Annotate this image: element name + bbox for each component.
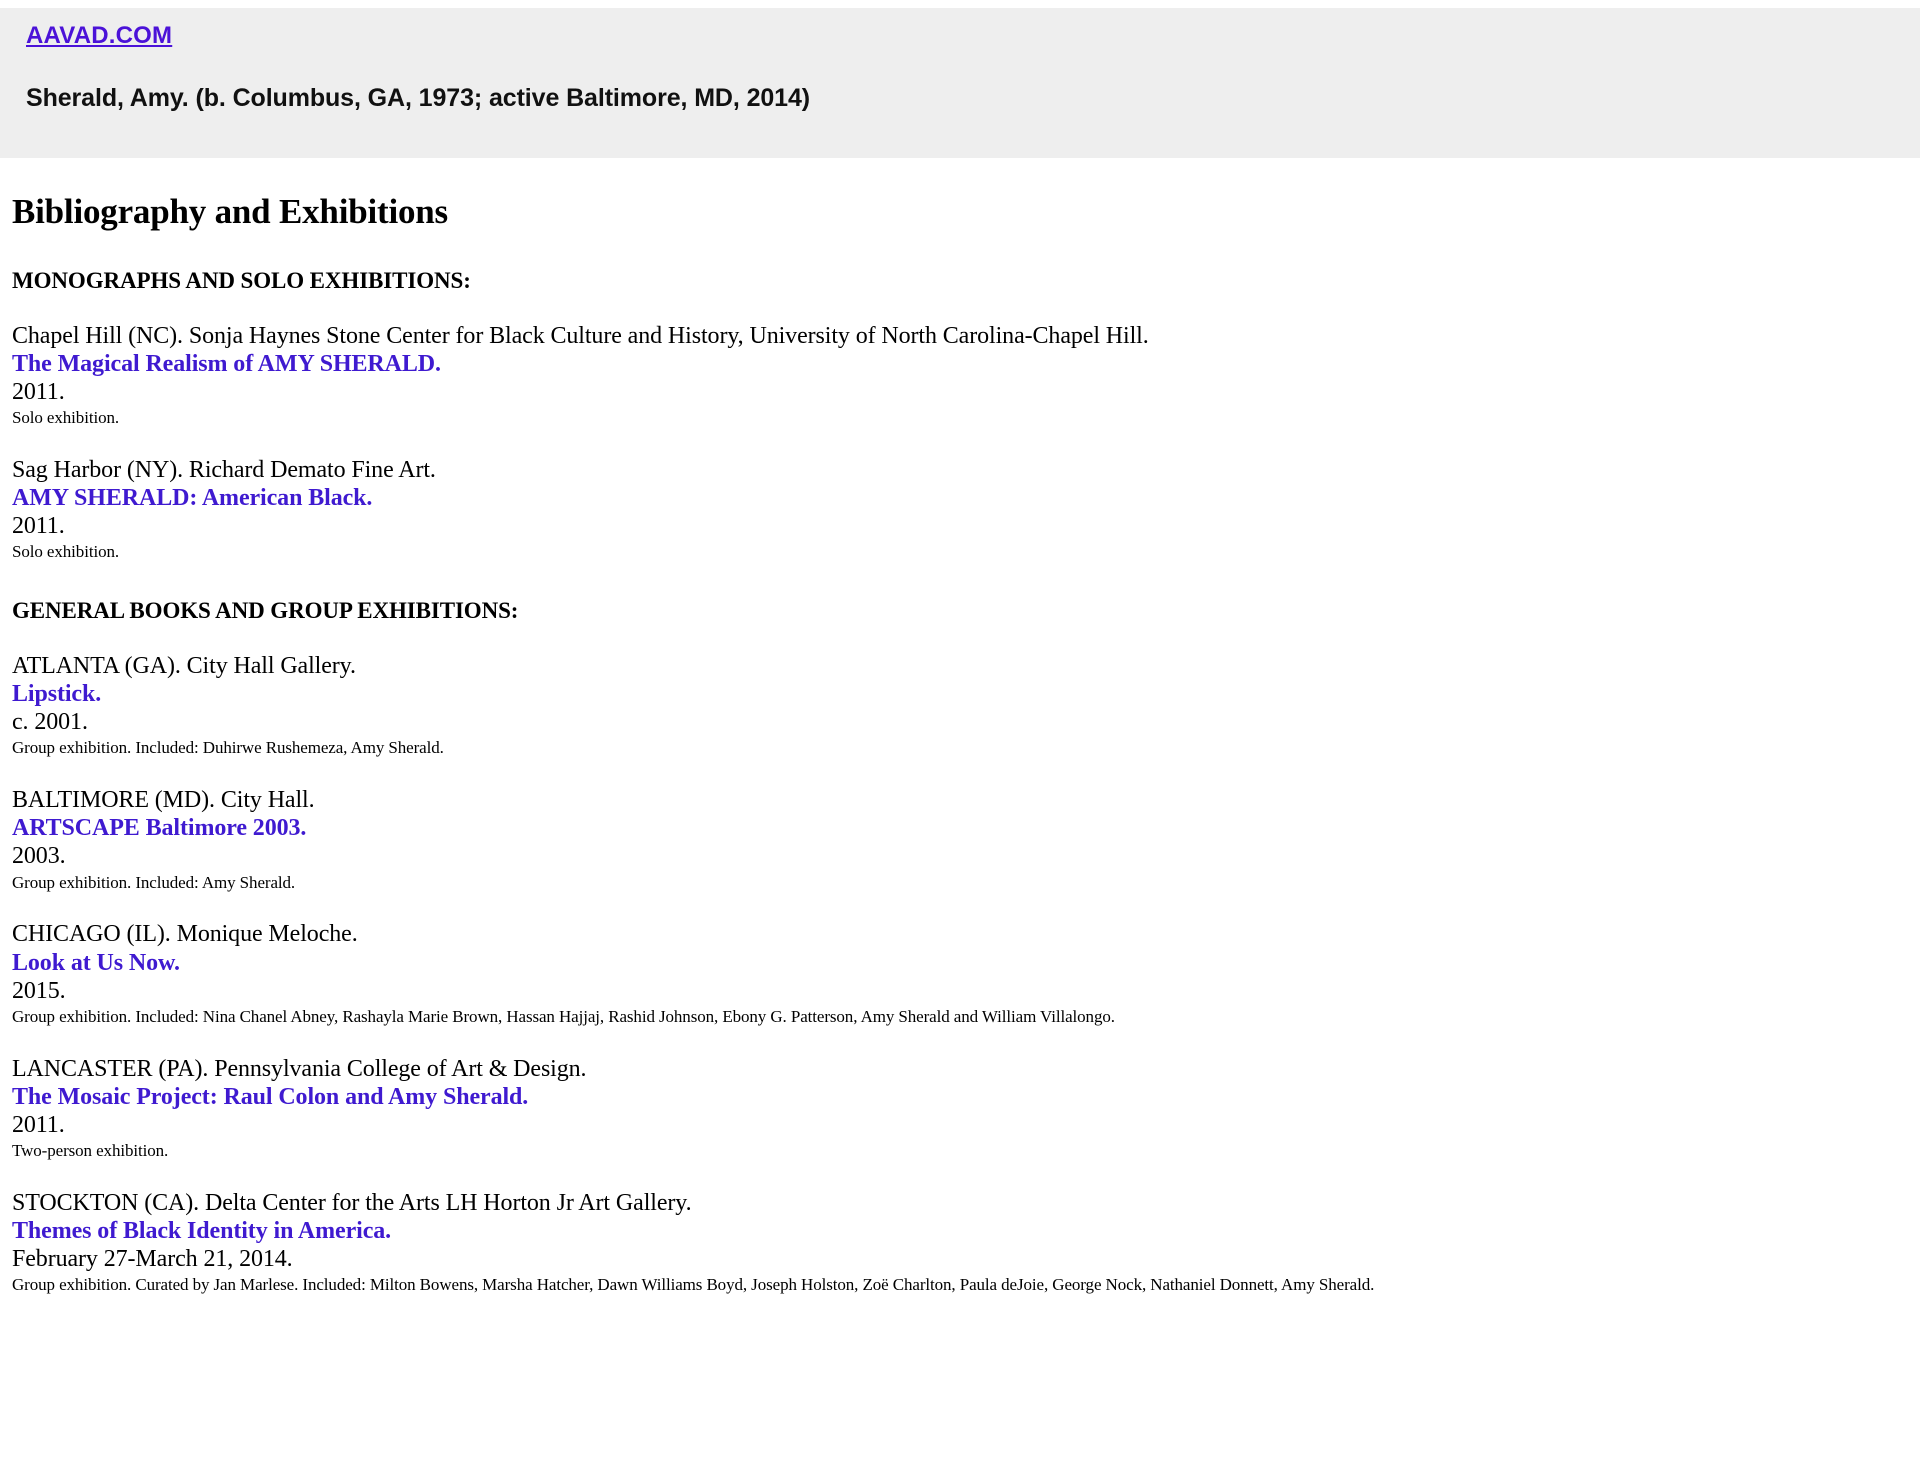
- bibliography-entry: [12, 456, 1906, 562]
- sections-container: [12, 268, 1906, 1295]
- entry-date: 2011.: [12, 513, 65, 540]
- bibliography-entry: [12, 920, 1906, 1026]
- entry-venue: Sag Harbor (NY). Richard Demato Fine Art.: [12, 457, 436, 484]
- entry-venue: LANCASTER (PA). Pennsylvania College of Art & Design.: [12, 1055, 587, 1082]
- entry-title-link[interactable]: Look at Us Now.: [12, 949, 180, 976]
- entry-venue: BALTIMORE (MD). City Hall.: [12, 787, 315, 814]
- main-content: [0, 192, 1920, 1295]
- entry-date: 2011.: [12, 1111, 65, 1138]
- bibliography-entry: [12, 786, 1906, 892]
- entry-venue: STOCKTON (CA). Delta Center for the Arts LH Horton Jr Art Gallery.: [12, 1189, 692, 1216]
- section-heading: MONOGRAPHS AND SOLO EXHIBITIONS:: [12, 268, 471, 293]
- entry-venue: ATLANTA (GA). City Hall Gallery.: [12, 653, 356, 680]
- entry-note: Two-person exhibition.: [12, 1140, 169, 1160]
- entry-note: Group exhibition. Included: Nina Chanel Abney, Rashayla Marie Brown, Hassan Hajjaj, Rashid Johnson, Ebony G. Patterson, Amy Sherald and William Villalongo.: [12, 1006, 1115, 1026]
- entry-title-link[interactable]: The Mosaic Project: Raul Colon and Amy Sherald.: [12, 1083, 529, 1110]
- entry-title-link[interactable]: AMY SHERALD: American Black.: [12, 485, 373, 512]
- entry-date: 2011.: [12, 379, 65, 406]
- page-header: [0, 8, 1920, 158]
- bibliography-entry: [12, 652, 1906, 758]
- entry-note: Group exhibition. Curated by Jan Marlese. Included: Milton Bowens, Marsha Hatcher, Dawn Williams Boyd, Joseph Holston, Zoë Charlton, Paula deJoie, George Nock, Nathaniel Donnett, Amy Sherald.: [12, 1274, 1375, 1294]
- entry-title-link[interactable]: Lipstick.: [12, 681, 102, 708]
- entry-date: 2003.: [12, 843, 66, 870]
- entry-title-link[interactable]: Themes of Black Identity in America.: [12, 1217, 392, 1244]
- entry-note: Solo exhibition.: [12, 408, 120, 428]
- entry-note: Group exhibition. Included: Amy Sherald.: [12, 872, 296, 892]
- artist-heading: Sherald, Amy. (b. Columbus, GA, 1973; active Baltimore, MD, 2014): [26, 84, 811, 112]
- entry-title-link[interactable]: ARTSCAPE Baltimore 2003.: [12, 815, 307, 842]
- entry-date: c. 2001.: [12, 709, 88, 736]
- site-link-aavad[interactable]: AAVAD.COM: [26, 22, 173, 49]
- entry-note: Group exhibition. Included: Duhirwe Rushemeza, Amy Sherald.: [12, 738, 444, 758]
- section-heading: GENERAL BOOKS AND GROUP EXHIBITIONS:: [12, 598, 519, 624]
- entry-title-link[interactable]: The Magical Realism of AMY SHERALD.: [12, 351, 441, 378]
- entry-venue: CHICAGO (IL). Monique Meloche.: [12, 921, 358, 948]
- entry-note: Solo exhibition.: [12, 542, 120, 562]
- entry-date: February 27-March 21, 2014.: [12, 1245, 293, 1272]
- bibliography-entry: [12, 322, 1906, 428]
- entry-date: 2015.: [12, 977, 66, 1004]
- entry-venue: Chapel Hill (NC). Sonja Haynes Stone Center for Black Culture and History, University of North Carolina-Chapel Hill.: [12, 323, 1149, 349]
- bibliography-entry: [12, 1189, 1906, 1295]
- page-title: Bibliography and Exhibitions: [12, 192, 448, 231]
- bibliography-entry: [12, 1055, 1906, 1161]
